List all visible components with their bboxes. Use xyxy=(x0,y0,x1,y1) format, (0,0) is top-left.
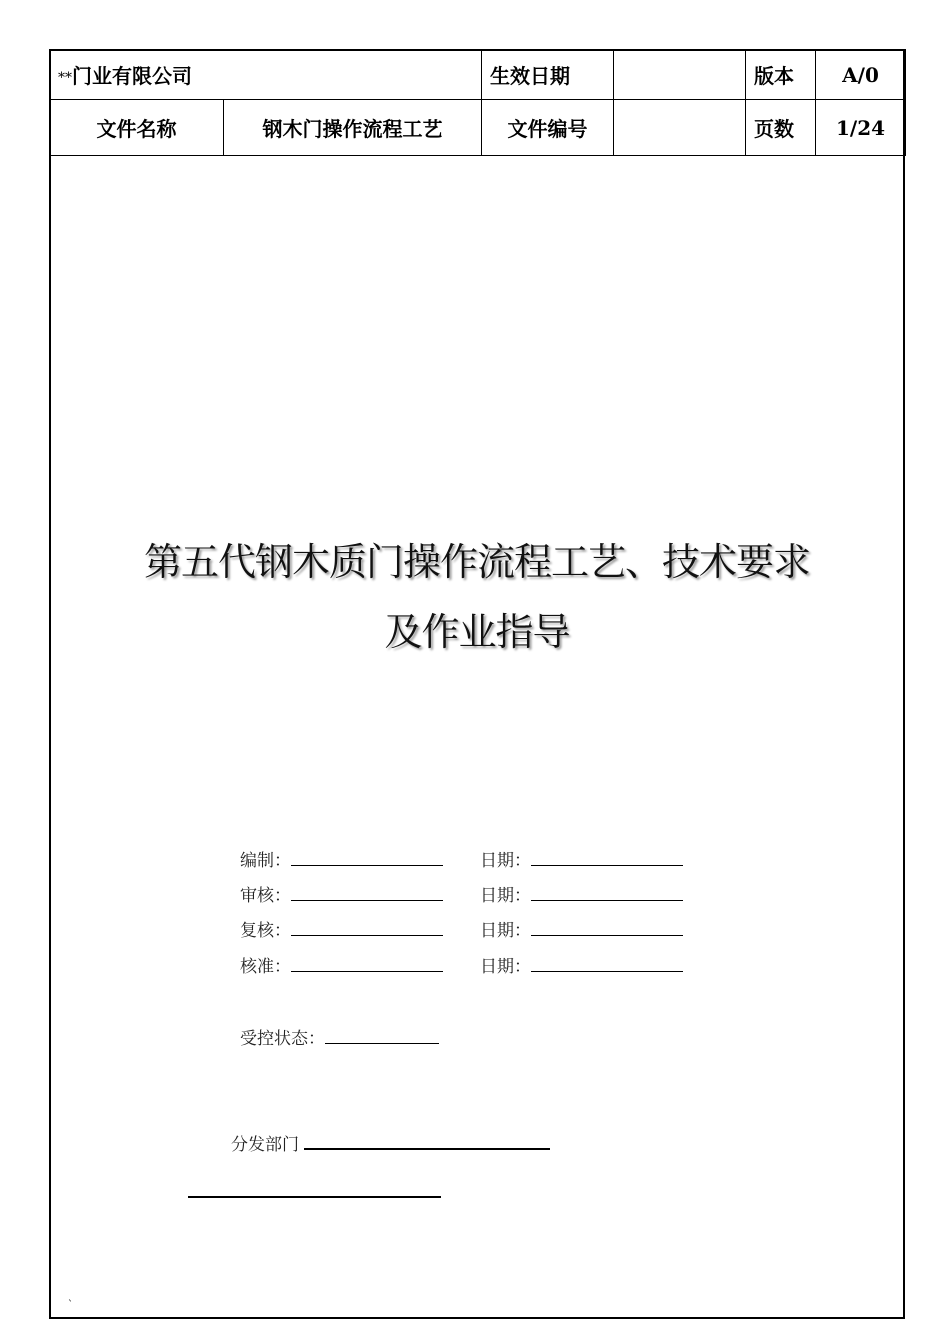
distribution-continuation-line[interactable] xyxy=(188,1196,441,1198)
signoff-date xyxy=(480,956,683,978)
document-header-table xyxy=(49,49,906,156)
control-status-label: 受控状态： xyxy=(240,1029,325,1049)
file-name-label: 文件名称 xyxy=(50,100,224,156)
signoff-row xyxy=(240,920,443,942)
signoff-role-label: 审核： xyxy=(240,886,291,906)
distribution-department xyxy=(231,1134,550,1156)
signoff-blank[interactable] xyxy=(291,886,443,901)
signoff-row xyxy=(240,850,443,872)
file-number-value xyxy=(614,100,746,156)
version-label: 版本 xyxy=(746,50,816,100)
file-number-label: 文件编号 xyxy=(482,100,614,156)
signoff-row xyxy=(240,885,443,907)
pages-value: 1/24 xyxy=(816,100,906,156)
file-name-value: 钢木门操作流程工艺 xyxy=(224,100,482,156)
document-title xyxy=(49,527,905,667)
pages-label: 页数 xyxy=(746,100,816,156)
page-border xyxy=(49,49,905,1319)
version-value: A/0 xyxy=(816,50,906,100)
signoff-role-label: 复核： xyxy=(240,921,291,941)
control-status xyxy=(240,1028,439,1050)
control-status-blank[interactable] xyxy=(325,1029,439,1044)
signoff-date-blank[interactable] xyxy=(531,851,683,866)
document-title-line-1: 第五代钢木质门操作流程工艺、技术要求 xyxy=(143,540,810,584)
signoff-date-label: 日期： xyxy=(480,886,531,906)
signoff-date xyxy=(480,920,683,942)
signoff-blank[interactable] xyxy=(291,921,443,936)
company-cell xyxy=(50,50,482,100)
signoff-date-blank[interactable] xyxy=(531,921,683,936)
company-name: 门业有限公司 xyxy=(72,64,192,88)
distribution-blank[interactable] xyxy=(304,1134,550,1150)
signoff-blank[interactable] xyxy=(291,851,443,866)
signoff-date-label: 日期： xyxy=(480,921,531,941)
signoff-role-label: 编制： xyxy=(240,851,291,871)
signoff-date-label: 日期： xyxy=(480,957,531,977)
signoff-date xyxy=(480,850,683,872)
effective-date-value xyxy=(614,50,746,100)
signoff-date-blank[interactable] xyxy=(531,886,683,901)
signoff-blank[interactable] xyxy=(291,957,443,972)
document-title-line-2: 及作业指导 xyxy=(384,610,570,654)
effective-date-label: 生效日期 xyxy=(482,50,614,100)
signoff-date-label: 日期： xyxy=(480,851,531,871)
signoff-role-label: 核准： xyxy=(240,957,291,977)
signoff-row xyxy=(240,956,443,978)
distribution-label: 分发部门 xyxy=(231,1135,299,1155)
signoff-date-blank[interactable] xyxy=(531,957,683,972)
signoff-date xyxy=(480,885,683,907)
company-stars: ** xyxy=(58,70,72,86)
corner-mark: ` xyxy=(68,1300,73,1311)
